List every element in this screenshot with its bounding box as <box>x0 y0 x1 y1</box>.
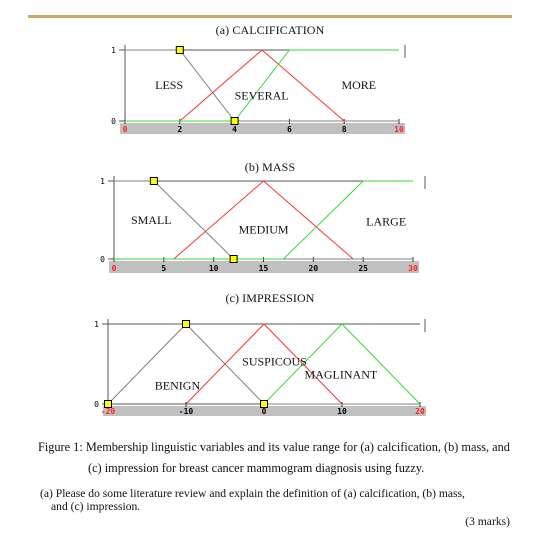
term-label: BENIGN <box>154 378 201 393</box>
x-tick-label: 0 <box>261 407 267 416</box>
term-label: LESS <box>155 78 184 93</box>
header-rule <box>28 15 512 18</box>
x-tick-label: -10 <box>178 407 194 416</box>
handle-point <box>105 401 112 408</box>
x-tick-label: 10 <box>394 125 404 134</box>
handle-point <box>261 401 268 408</box>
x-tick-label: 10 <box>208 264 219 273</box>
question-line2: and (c) impression. <box>51 500 141 513</box>
term-label: SEVERAL <box>234 88 289 103</box>
term-label: LARGE <box>366 214 407 229</box>
x-tick-label: 20 <box>415 407 425 416</box>
figure-caption-line1: Figure 1: Membership linguistic variables and its value range for (a) calcification, (b) mass, and <box>38 440 510 454</box>
handle-point <box>176 47 183 54</box>
x-tick-label: 8 <box>341 125 347 134</box>
y-tick-label: 1 <box>100 177 105 186</box>
x-tick-label: 2 <box>177 125 183 134</box>
handle-point <box>231 118 238 125</box>
term-label: MEDIUM <box>238 222 289 237</box>
question-marks: (3 marks) <box>465 515 510 528</box>
series-line-medium <box>174 181 353 259</box>
y-tick-label: 0 <box>111 117 116 126</box>
mass-chart <box>95 173 435 278</box>
title-mass: (b) MASS <box>244 160 296 174</box>
question-line1: (a) Please do some literature review and explain the definition of (a) calcification, (b) mass, <box>40 487 465 500</box>
calcification-chart <box>110 40 420 140</box>
y-tick-label: 1 <box>94 320 99 329</box>
y-tick-label: 1 <box>111 46 116 55</box>
impression-chart <box>90 313 440 425</box>
x-tick-label: 30 <box>408 264 418 273</box>
x-tick-label: 20 <box>308 264 319 273</box>
term-label: SUSPICOUS <box>242 354 307 369</box>
handle-point <box>150 178 157 185</box>
x-tick-label: 25 <box>358 264 368 273</box>
figure-caption-line2: (c) impression for breast cancer mammogram diagnosis using fuzzy. <box>88 461 425 475</box>
x-tick-label: -20 <box>100 407 116 416</box>
term-label: MAGLINANT <box>304 367 378 382</box>
x-tick-label: 6 <box>286 125 292 134</box>
x-tick-label: 4 <box>232 125 238 134</box>
y-tick-label: 0 <box>100 255 105 264</box>
y-tick-label: 0 <box>94 400 99 409</box>
x-tick-label: 5 <box>161 264 167 273</box>
title-impression: (c) IMPRESSION <box>225 291 315 305</box>
x-tick-label: 0 <box>122 125 128 134</box>
term-label: MORE <box>341 78 377 93</box>
title-calcification: (a) CALCIFICATION <box>215 23 325 37</box>
x-tick-label: 10 <box>337 407 347 416</box>
handle-point <box>230 256 237 263</box>
x-tick-label: 15 <box>258 264 269 273</box>
x-tick-label: 0 <box>111 264 117 273</box>
x-axis-band <box>120 123 405 134</box>
term-label: SMALL <box>130 212 172 227</box>
handle-point <box>183 321 190 328</box>
